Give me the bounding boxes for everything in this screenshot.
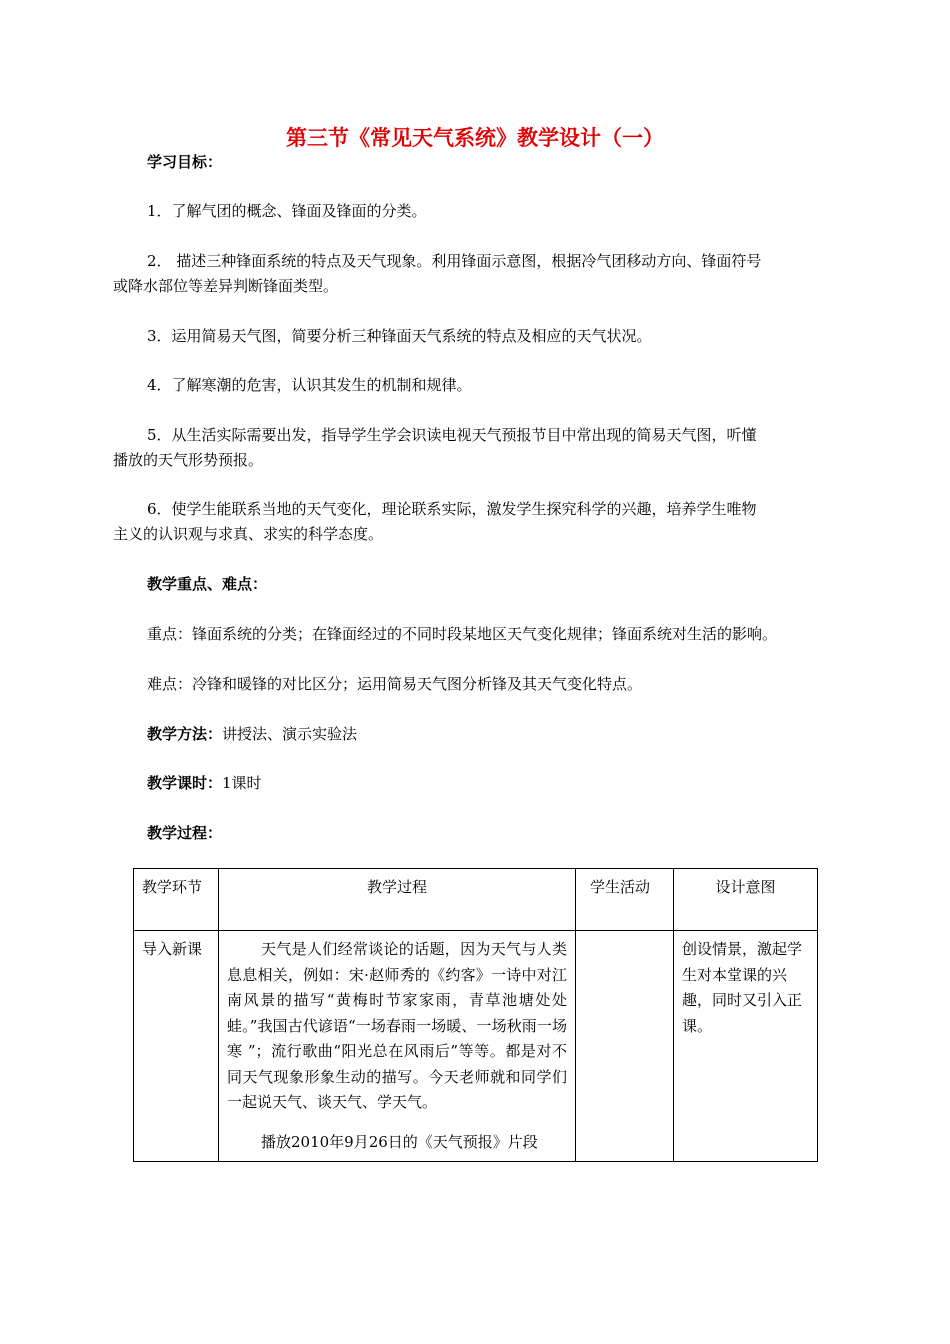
- difficult-point: 难点：冷锋和暖锋的对比区分；运用简易天气图分析锋及其天气变化特点。: [147, 675, 643, 693]
- objective-4-line-1: 4．了解寒潮的危害，认识其发生的机制和规律。: [147, 376, 472, 394]
- header-stage: 教学环节: [134, 869, 219, 931]
- objective-5-line-1: 5．从生活实际需要出发，指导学生学会识读电视天气预报节目中常出现的简易天气图，听懂: [147, 426, 757, 444]
- objective-2-line-2: 或降水部位等差异判断锋面类型。: [113, 277, 339, 295]
- table-header-row: [134, 869, 818, 931]
- teaching-method: [147, 722, 357, 747]
- key-points-heading: 教学重点、难点：: [147, 575, 268, 593]
- header-activity: 学生活动: [576, 869, 674, 931]
- teaching-hours-label: 教学课时：: [147, 774, 223, 792]
- objective-3: [113, 324, 652, 349]
- process-heading: 教学过程：: [147, 824, 223, 842]
- row-process-paragraph-1: 天气是人们经常谈论的话题，因为天气与人类息息相关，例如：宋·赵师秀的《约客》一诗中对江南风景的描写“黄梅时节家家雨，青草池塘处处蛙。”我国古代谚语“一场春雨一场暖、一场秋雨一场寒 ”；流行歌曲“阳光总在风雨后”等等。都是对不同天气现象形象生动的描写。今天老师就和同学们一起说天气、谈天气、学天气。: [227, 940, 567, 1111]
- objective-3-line-1: 3．运用简易天气图，简要分析三种锋面天气系统的特点及相应的天气状况。: [147, 327, 652, 345]
- table-row: [134, 931, 818, 1162]
- row-activity: [576, 931, 674, 1162]
- objective-6-line-1: 6．使学生能联系当地的天气变化，理论联系实际，激发学生探究科学的兴趣，培养学生唯物: [147, 500, 757, 518]
- row-intent: 创设情景，激起学生对本堂课的兴趣，同时又引入正课。: [674, 931, 818, 1162]
- objective-2: [113, 249, 761, 299]
- objective-1-line-1: 1．了解气团的概念、锋面及锋面的分类。: [147, 202, 427, 220]
- page-title: 第三节《常见天气系统》教学设计（一）: [286, 126, 664, 150]
- objective-5-line-2: 播放的天气形势预报。: [113, 451, 264, 469]
- row-process-paragraph-2: 播放2010年9月26日的《天气预报》片段: [261, 1132, 538, 1151]
- header-intent: 设计意图: [674, 869, 818, 931]
- row-process: [219, 931, 576, 1162]
- lesson-table: [133, 868, 818, 1162]
- teaching-hours: [147, 771, 262, 796]
- objective-4: [113, 373, 472, 398]
- important-point: 重点：锋面系统的分类；在锋面经过的不同时段某地区天气变化规律；锋面系统对生活的影响。: [147, 625, 778, 643]
- header-process: 教学过程: [219, 869, 576, 931]
- objective-6-line-2: 主义的认识观与求真、求实的科学态度。: [113, 525, 384, 543]
- row-stage: 导入新课: [134, 931, 219, 1162]
- objective-5: [113, 423, 757, 473]
- teaching-method-label: 教学方法：: [147, 725, 223, 743]
- objective-6: [113, 497, 757, 547]
- teaching-method-value: 讲授法、演示实验法: [222, 725, 358, 743]
- objective-2-line-1: 2． 描述三种锋面系统的特点及天气现象。利用锋面示意图，根据冷气团移动方向、锋面符号: [147, 252, 762, 270]
- objectives-heading: 学习目标：: [147, 153, 223, 171]
- objective-1: [113, 199, 427, 224]
- teaching-hours-value: 1课时: [222, 774, 262, 792]
